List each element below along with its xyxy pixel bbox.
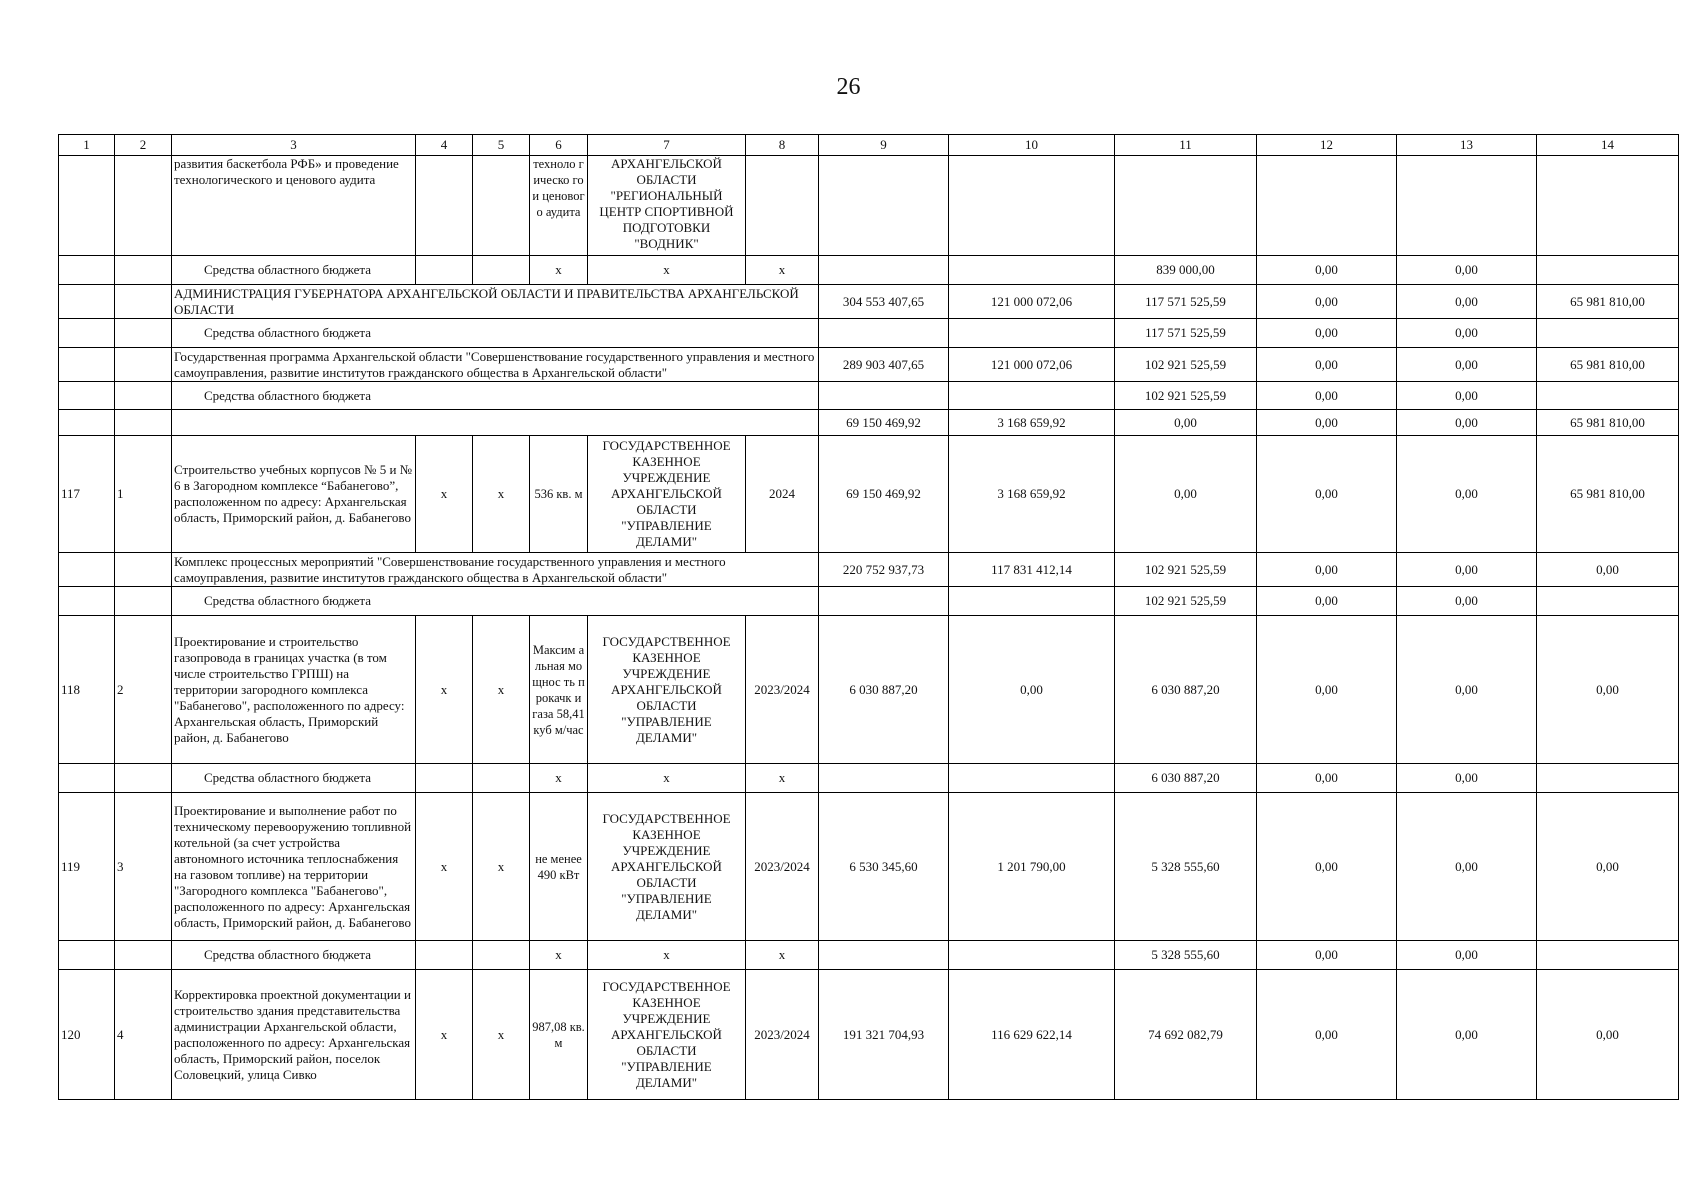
- table-row: [59, 970, 1679, 1100]
- row-number: 118: [59, 616, 115, 764]
- activity-name: Строительство учебных корпусов № 5 и № 6 в Загородном комплексе “Бабанегово”, расположенном по адресу: Архангельская область, Приморский район, д. Бабанегово: [172, 436, 416, 553]
- amount-cell: 0,00: [1257, 410, 1397, 436]
- amount-cell: 0,00: [1537, 793, 1679, 941]
- activity-name: Проектирование и выполнение работ по техническому перевооружению топливной котельной (за счет устройства автономного источника теплоснабжения на газовом топливе) на территории "Загородного комплекса "Бабанегово", расположенного по адресу: Архангельская область, Приморский район, д. Бабанегово: [172, 793, 416, 941]
- table-cell: [172, 410, 819, 436]
- table-cell: [59, 156, 115, 256]
- amount-cell: 117 831 412,14: [949, 553, 1115, 587]
- amount-cell: 0,00: [1257, 436, 1397, 553]
- organization-cell: ГОСУДАРСТВЕННОЕ КАЗЕННОЕ УЧРЕЖДЕНИЕ АРХАНГЕЛЬСКОЙ ОБЛАСТИ "УПРАВЛЕНИЕ ДЕЛАМИ": [588, 793, 746, 941]
- amount-cell: 102 921 525,59: [1115, 553, 1257, 587]
- table-cell: x: [588, 256, 746, 285]
- amount-cell: 65 981 810,00: [1537, 348, 1679, 382]
- table-cell: [1537, 382, 1679, 410]
- funding-source-label: Средства областного бюджета: [172, 587, 819, 616]
- table-cell: x: [746, 256, 819, 285]
- amount-cell: 0,00: [1115, 410, 1257, 436]
- table-cell: [115, 410, 172, 436]
- amount-cell: 0,00: [1257, 587, 1397, 616]
- period-cell: 2023/2024: [746, 970, 819, 1100]
- table-row: [59, 436, 1679, 553]
- amount-cell: 116 629 622,14: [949, 970, 1115, 1100]
- funding-source-label: Средства областного бюджета: [172, 319, 819, 348]
- header-cell: 9: [819, 135, 949, 156]
- amount-cell: 0,00: [1397, 436, 1537, 553]
- capacity-cell: 536 кв. м: [530, 436, 588, 553]
- amount-cell: 5 328 555,60: [1115, 793, 1257, 941]
- table-cell: [1257, 156, 1397, 256]
- amount-cell: 0,00: [1397, 410, 1537, 436]
- table-cell: [59, 285, 115, 319]
- table-cell: [59, 553, 115, 587]
- amount-cell: 0,00: [1257, 319, 1397, 348]
- amount-cell: 0,00: [1257, 941, 1397, 970]
- table-cell: [1537, 319, 1679, 348]
- table-cell: [115, 285, 172, 319]
- amount-cell: 191 321 704,93: [819, 970, 949, 1100]
- table-cell: [1537, 156, 1679, 256]
- table-cell: [949, 256, 1115, 285]
- table-cell: x: [746, 764, 819, 793]
- amount-cell: 0,00: [1397, 285, 1537, 319]
- table-cell: [473, 256, 530, 285]
- amount-cell: 0,00: [1397, 256, 1537, 285]
- capacity-cell: 987,08 кв. м: [530, 970, 588, 1100]
- table-cell: [59, 941, 115, 970]
- amount-cell: 102 921 525,59: [1115, 587, 1257, 616]
- header-cell: 14: [1537, 135, 1679, 156]
- table-cell: [473, 764, 530, 793]
- amount-cell: 0,00: [1257, 348, 1397, 382]
- table-row: [59, 319, 1679, 348]
- table-cell: [115, 156, 172, 256]
- header-cell: 5: [473, 135, 530, 156]
- table-row: [59, 156, 1679, 256]
- amount-cell: 6 030 887,20: [1115, 764, 1257, 793]
- table-cell: [819, 382, 949, 410]
- table-cell: [59, 382, 115, 410]
- page-number: 26: [836, 74, 861, 100]
- table-cell: [949, 382, 1115, 410]
- header-cell: 11: [1115, 135, 1257, 156]
- capacity-cell: Максим альная мощнос ть прокачк и газа 58,41 куб м/час: [530, 616, 588, 764]
- amount-cell: 0,00: [949, 616, 1115, 764]
- item-number: 1: [115, 436, 172, 553]
- amount-cell: 65 981 810,00: [1537, 410, 1679, 436]
- table-cell: [949, 319, 1115, 348]
- table-cell: [59, 256, 115, 285]
- amount-cell: 0,00: [1537, 616, 1679, 764]
- table-cell: x: [530, 764, 588, 793]
- table-cell: [115, 587, 172, 616]
- table-cell: [1537, 587, 1679, 616]
- table-cell: [949, 587, 1115, 616]
- table-cell: [115, 319, 172, 348]
- table-row: [59, 587, 1679, 616]
- table-cell: [1537, 256, 1679, 285]
- amount-cell: 0,00: [1397, 319, 1537, 348]
- amount-cell: 0,00: [1115, 436, 1257, 553]
- table-cell: [819, 941, 949, 970]
- table-cell: [115, 764, 172, 793]
- amount-cell: 0,00: [1257, 764, 1397, 793]
- table-row: [59, 285, 1679, 319]
- amount-cell: 121 000 072,06: [949, 285, 1115, 319]
- table-cell: [949, 156, 1115, 256]
- item-number: 2: [115, 616, 172, 764]
- table-cell: [949, 764, 1115, 793]
- table-row: [59, 382, 1679, 410]
- table-cell: x: [530, 256, 588, 285]
- table-cell: x: [530, 941, 588, 970]
- organization-cell: ГОСУДАРСТВЕННОЕ КАЗЕННОЕ УЧРЕЖДЕНИЕ АРХАНГЕЛЬСКОЙ ОБЛАСТИ "УПРАВЛЕНИЕ ДЕЛАМИ": [588, 970, 746, 1100]
- amount-cell: 6 030 887,20: [819, 616, 949, 764]
- amount-cell: 6 030 887,20: [1115, 616, 1257, 764]
- section-heading: АДМИНИСТРАЦИЯ ГУБЕРНАТОРА АРХАНГЕЛЬСКОЙ ОБЛАСТИ И ПРАВИТЕЛЬСТВА АРХАНГЕЛЬСКОЙ ОБЛАСТИ: [172, 285, 819, 319]
- table-cell: x: [473, 970, 530, 1100]
- amount-cell: 0,00: [1397, 970, 1537, 1100]
- table-cell: x: [416, 793, 473, 941]
- amount-cell: 65 981 810,00: [1537, 285, 1679, 319]
- amount-cell: 220 752 937,73: [819, 553, 949, 587]
- activity-name: Корректировка проектной документации и строительство здания представительства администрации Архангельской области, расположенного по адресу: Архангельская область, Приморский район, поселок Соловецкий, улица Сивко: [172, 970, 416, 1100]
- amount-cell: 6 530 345,60: [819, 793, 949, 941]
- table-cell: [59, 410, 115, 436]
- table-cell: x: [416, 616, 473, 764]
- header-cell: 2: [115, 135, 172, 156]
- period-cell: 2023/2024: [746, 616, 819, 764]
- table-cell: [416, 764, 473, 793]
- table-cell: x: [746, 941, 819, 970]
- amount-cell: 3 168 659,92: [949, 436, 1115, 553]
- table-cell: x: [473, 616, 530, 764]
- table-row: [59, 793, 1679, 941]
- amount-cell: 0,00: [1257, 256, 1397, 285]
- amount-cell: 102 921 525,59: [1115, 348, 1257, 382]
- row-number: 117: [59, 436, 115, 553]
- table-cell: [115, 348, 172, 382]
- amount-cell: 0,00: [1397, 348, 1537, 382]
- amount-cell: 0,00: [1397, 553, 1537, 587]
- amount-cell: 0,00: [1397, 764, 1537, 793]
- amount-cell: 121 000 072,06: [949, 348, 1115, 382]
- table-cell: [59, 587, 115, 616]
- table-cell: [473, 941, 530, 970]
- amount-cell: 0,00: [1257, 793, 1397, 941]
- amount-cell: 0,00: [1397, 587, 1537, 616]
- table-header-row: [59, 135, 1679, 156]
- amount-cell: 0,00: [1257, 616, 1397, 764]
- row-number: 119: [59, 793, 115, 941]
- amount-cell: 0,00: [1397, 941, 1537, 970]
- table-cell: [1115, 156, 1257, 256]
- table-row: [59, 348, 1679, 382]
- table-cell: [819, 319, 949, 348]
- table-cell: [819, 587, 949, 616]
- header-cell: 1: [59, 135, 115, 156]
- table-cell: x: [588, 941, 746, 970]
- table-row: [59, 553, 1679, 587]
- amount-cell: 69 150 469,92: [819, 436, 949, 553]
- table-cell: [819, 764, 949, 793]
- amount-cell: 0,00: [1257, 970, 1397, 1100]
- organization-cell: ГОСУДАРСТВЕННОЕ КАЗЕННОЕ УЧРЕЖДЕНИЕ АРХАНГЕЛЬСКОЙ ОБЛАСТИ "УПРАВЛЕНИЕ ДЕЛАМИ": [588, 436, 746, 553]
- amount-cell: 102 921 525,59: [1115, 382, 1257, 410]
- amount-cell: 0,00: [1257, 382, 1397, 410]
- capacity-cell: не менее 490 кВт: [530, 793, 588, 941]
- period-cell: 2024: [746, 436, 819, 553]
- header-cell: 7: [588, 135, 746, 156]
- amount-cell: 289 903 407,65: [819, 348, 949, 382]
- table-cell: [473, 156, 530, 256]
- table-row: [59, 616, 1679, 764]
- funding-source-label: Средства областного бюджета: [172, 382, 819, 410]
- period-cell: 2023/2024: [746, 793, 819, 941]
- header-cell: 4: [416, 135, 473, 156]
- table-row: [59, 410, 1679, 436]
- amount-cell: 0,00: [1257, 553, 1397, 587]
- table-cell: [819, 256, 949, 285]
- header-cell: 8: [746, 135, 819, 156]
- table-cell: x: [473, 436, 530, 553]
- table-cell: [819, 156, 949, 256]
- table-cell: x: [588, 764, 746, 793]
- table-cell: [115, 256, 172, 285]
- table-cell: [115, 553, 172, 587]
- capacity-cell: техноло гическо го и ценовог о аудита: [530, 156, 588, 256]
- funding-source-label: Средства областного бюджета: [172, 941, 416, 970]
- table-row: [59, 764, 1679, 793]
- table-cell: [115, 382, 172, 410]
- header-cell: 10: [949, 135, 1115, 156]
- table-cell: [416, 156, 473, 256]
- activity-name: Проектирование и строительство газопровода в границах участка (в том числе строительство ГРПШ) на территории загородного комплекса "Бабанегово", расположенного по адресу: Архангельская область, Приморский район, д. Бабанегово: [172, 616, 416, 764]
- table-cell: x: [416, 436, 473, 553]
- amount-cell: 74 692 082,79: [1115, 970, 1257, 1100]
- table-cell: [949, 941, 1115, 970]
- amount-cell: 839 000,00: [1115, 256, 1257, 285]
- amount-cell: 0,00: [1537, 970, 1679, 1100]
- funding-source-label: Средства областного бюджета: [172, 256, 416, 285]
- table-cell: x: [473, 793, 530, 941]
- header-cell: 6: [530, 135, 588, 156]
- table-cell: [1537, 941, 1679, 970]
- item-number: 3: [115, 793, 172, 941]
- table-row: [59, 256, 1679, 285]
- amount-cell: 0,00: [1257, 285, 1397, 319]
- table-cell: [416, 256, 473, 285]
- amount-cell: 304 553 407,65: [819, 285, 949, 319]
- budget-table: [58, 134, 1679, 1100]
- table-cell: [1537, 764, 1679, 793]
- funding-source-label: Средства областного бюджета: [172, 764, 416, 793]
- amount-cell: 69 150 469,92: [819, 410, 949, 436]
- header-cell: 3: [172, 135, 416, 156]
- amount-cell: 117 571 525,59: [1115, 319, 1257, 348]
- amount-cell: 0,00: [1397, 382, 1537, 410]
- amount-cell: 0,00: [1397, 616, 1537, 764]
- organization-cell: АРХАНГЕЛЬСКОЙ ОБЛАСТИ "РЕГИОНАЛЬНЫЙ ЦЕНТР СПОРТИВНОЙ ПОДГОТОВКИ "ВОДНИК": [588, 156, 746, 256]
- table-row: [59, 941, 1679, 970]
- row-number: 120: [59, 970, 115, 1100]
- amount-cell: 0,00: [1397, 793, 1537, 941]
- program-heading: Государственная программа Архангельской области "Совершенствование государственного управления и местного самоуправления, развитие институтов гражданского общества в Архангельской области": [172, 348, 819, 382]
- amount-cell: 5 328 555,60: [1115, 941, 1257, 970]
- header-cell: 12: [1257, 135, 1397, 156]
- item-number: 4: [115, 970, 172, 1100]
- amount-cell: 0,00: [1537, 553, 1679, 587]
- organization-cell: ГОСУДАРСТВЕННОЕ КАЗЕННОЕ УЧРЕЖДЕНИЕ АРХАНГЕЛЬСКОЙ ОБЛАСТИ "УПРАВЛЕНИЕ ДЕЛАМИ": [588, 616, 746, 764]
- table-cell: [59, 348, 115, 382]
- amount-cell: 1 201 790,00: [949, 793, 1115, 941]
- table-cell: [115, 941, 172, 970]
- table-cell: [416, 941, 473, 970]
- amount-cell: 65 981 810,00: [1537, 436, 1679, 553]
- program-heading: Комплекс процессных мероприятий "Совершенствование государственного управления и местного самоуправления, развитие институтов гражданского общества в Архангельской области": [172, 553, 819, 587]
- table-cell: [59, 764, 115, 793]
- amount-cell: 3 168 659,92: [949, 410, 1115, 436]
- table-cell: [59, 319, 115, 348]
- table-cell: [746, 156, 819, 256]
- amount-cell: 117 571 525,59: [1115, 285, 1257, 319]
- table-cell: [1397, 156, 1537, 256]
- table-cell: x: [416, 970, 473, 1100]
- activity-name: развития баскетбола РФБ» и проведение технологического и ценового аудита: [172, 156, 416, 256]
- header-cell: 13: [1397, 135, 1537, 156]
